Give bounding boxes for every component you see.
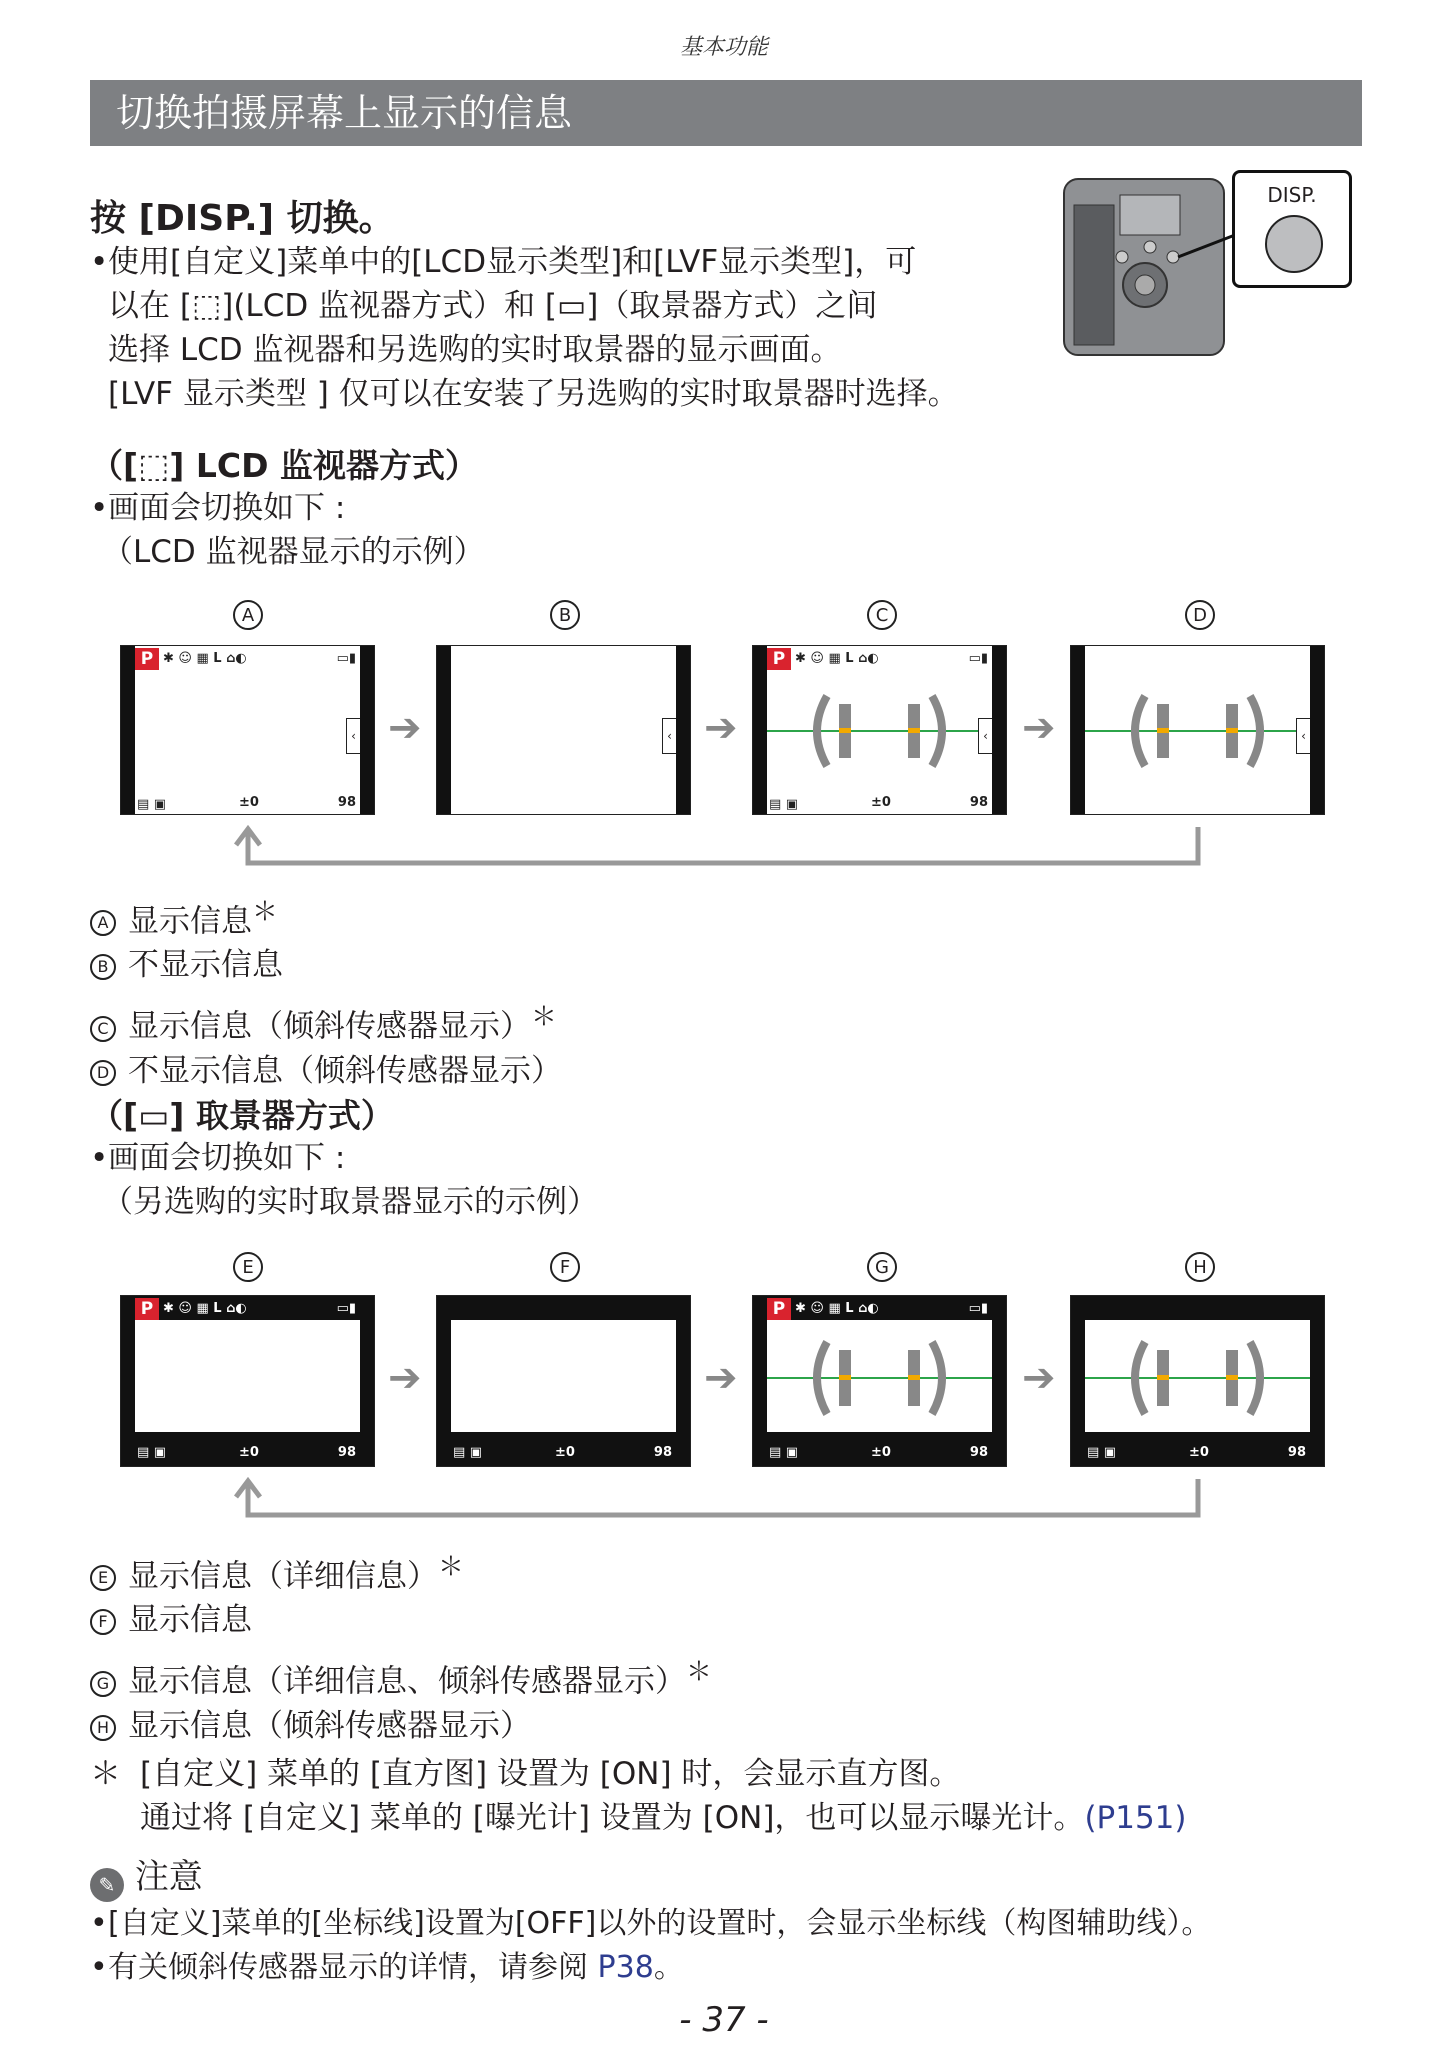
cycle-return-arrow-icon [230, 1477, 1210, 1522]
screen-label-a: A [233, 600, 263, 630]
lcd-bullet: •画面会切换如下 : [90, 490, 346, 526]
screen-label-h: H [1185, 1252, 1215, 1282]
legend-item: B 不显示信息 [90, 943, 562, 987]
page-title: 切换拍摄屏幕上显示的信息 [90, 80, 1362, 146]
screen-g [752, 1295, 1007, 1467]
intro-line: 选择 LCD 监视器和另选购的实时取景器的显示画面。 [108, 332, 842, 368]
level-gauge-icon [1085, 1328, 1310, 1428]
arrow-right-icon: ➔ [1022, 1355, 1056, 1401]
legend-item: G 显示信息（详细信息、倾斜传感器显示）＊ [90, 1650, 712, 1703]
exposure-comp: ±0 [1189, 1445, 1209, 1460]
footnote [90, 1752, 1187, 1840]
note-heading: 注意 [134, 1857, 203, 1897]
level-gauge-icon [767, 1328, 992, 1428]
disp-button-label: DISP. [1267, 183, 1317, 207]
battery-icon: ▭▮ [968, 1301, 988, 1316]
note-block [90, 1855, 1211, 1990]
intro-line: 以在 [⬚](LCD 监视器方式）和 [▭]（取景器方式）之间 [108, 288, 878, 324]
footnote-line: [自定义] 菜单的 [直方图] 设置为 [ON] 时，会显示直方图。 [140, 1756, 961, 1792]
screen-c [752, 645, 1007, 815]
level-gauge-icon [1085, 686, 1310, 776]
status-icons: ✱ ☺ ▦ L ⌂◐ [163, 651, 247, 666]
disp-button[interactable] [1265, 215, 1323, 273]
disp-callout [1232, 170, 1352, 288]
mode-indicator: P [135, 1298, 159, 1320]
screen-b [436, 645, 691, 815]
note-line: •[自定义]菜单的[坐标线]设置为[OFF]以外的设置时，会显示坐标线（构图辅助线）。 [90, 1906, 1212, 1941]
legend-item: F 显示信息 [90, 1598, 712, 1642]
arrow-right-icon: ➔ [388, 1355, 422, 1401]
screen-label-b: B [550, 600, 580, 630]
af-mode-icon: ▤ ▣ [137, 1445, 167, 1460]
exposure-comp: ±0 [239, 1445, 259, 1460]
screen-label-d: D [1185, 600, 1215, 630]
af-mode-icon: ▤ ▣ [769, 797, 799, 812]
lcd-example: （LCD 监视器显示的示例） [102, 534, 485, 570]
shot-count: 98 [969, 795, 988, 810]
status-icons: ✱ ☺ ▦ L ⌂◐ [163, 1301, 247, 1316]
exposure-comp: ±0 [871, 1445, 891, 1460]
arrow-right-icon: ➔ [388, 705, 422, 751]
evf-legend [90, 1545, 712, 1748]
screen-e [120, 1295, 375, 1467]
shot-count: 98 [337, 1445, 356, 1460]
footnote-line: 通过将 [自定义] 菜单的 [曝光计] 设置为 [ON]，也可以显示曝光计。 [140, 1800, 1085, 1836]
camera-illustration [1060, 165, 1360, 365]
footnote-mark: ＊ [90, 1756, 121, 1792]
mode-indicator: P [767, 1298, 791, 1320]
screen-d [1070, 645, 1325, 815]
touch-tab-icon: ‹ [346, 718, 360, 754]
battery-icon: ▭▮ [336, 651, 356, 666]
screen-label-e: E [233, 1252, 263, 1282]
evf-example: （另选购的实时取景器显示的示例） [102, 1184, 598, 1220]
evf-bullet: •画面会切换如下 : [90, 1140, 346, 1176]
screen-f [436, 1295, 691, 1467]
mode-indicator: P [767, 648, 791, 670]
touch-tab-icon: ‹ [1296, 718, 1310, 754]
shot-count: 98 [1287, 1445, 1306, 1460]
af-mode-icon: ▤ ▣ [769, 1445, 799, 1460]
intro-line: •使用[自定义]菜单中的[LCD显示类型]和[LVF显示类型]，可 [90, 244, 917, 280]
legend-item: A 显示信息＊ [90, 890, 562, 943]
screen-label-f: F [550, 1252, 580, 1282]
section-header: 基本功能 [679, 35, 768, 60]
touch-tab-icon: ‹ [662, 718, 676, 754]
lcd-legend [90, 890, 562, 1093]
instruction-heading: 按 [DISP.] 切换。 [90, 198, 395, 239]
page-link-p151[interactable]: (P151) [1084, 1800, 1187, 1836]
exposure-comp: ±0 [239, 795, 259, 810]
intro-line: [LVF 显示类型 ] 仅可以在安装了另选购的实时取景器时选择。 [108, 376, 959, 412]
af-mode-icon: ▤ ▣ [453, 1445, 483, 1460]
battery-icon: ▭▮ [968, 651, 988, 666]
af-mode-icon: ▤ ▣ [137, 797, 167, 812]
pencil-icon: ✎ [90, 1868, 124, 1902]
lcd-heading: （[⬚] LCD 监视器方式） [90, 446, 478, 485]
note-line: •有关倾斜传感器显示的详情，请参阅 P38。 [90, 1950, 684, 1985]
legend-item: D 不显示信息（倾斜传感器显示） [90, 1049, 562, 1093]
legend-item: E 显示信息（详细信息）＊ [90, 1545, 712, 1598]
shot-count: 98 [969, 1445, 988, 1460]
arrow-right-icon: ➔ [704, 1355, 738, 1401]
screen-label-c: C [867, 600, 897, 630]
battery-icon: ▭▮ [336, 1301, 356, 1316]
status-icons: ✱ ☺ ▦ L ⌂◐ [795, 1301, 879, 1316]
evf-heading: （[▭] 取景器方式） [90, 1096, 394, 1135]
screen-label-g: G [867, 1252, 897, 1282]
screen-a [120, 645, 375, 815]
mode-indicator: P [135, 648, 159, 670]
screen-h [1070, 1295, 1325, 1467]
arrow-right-icon: ➔ [1022, 705, 1056, 751]
legend-item: H 显示信息（倾斜传感器显示） [90, 1704, 712, 1748]
exposure-comp: ±0 [871, 795, 891, 810]
shot-count: 98 [653, 1445, 672, 1460]
page-link-p38[interactable]: P38 [597, 1950, 654, 1985]
page-number: - 37 - [679, 2000, 769, 2040]
legend-item: C 显示信息（倾斜传感器显示）＊ [90, 995, 562, 1048]
cycle-return-arrow-icon [230, 825, 1210, 870]
touch-tab-icon: ‹ [978, 718, 992, 754]
shot-count: 98 [337, 795, 356, 810]
level-gauge-icon [767, 686, 992, 776]
arrow-right-icon: ➔ [704, 705, 738, 751]
af-mode-icon: ▤ ▣ [1087, 1445, 1117, 1460]
status-icons: ✱ ☺ ▦ L ⌂◐ [795, 651, 879, 666]
exposure-comp: ±0 [555, 1445, 575, 1460]
intro-paragraph [90, 240, 959, 416]
